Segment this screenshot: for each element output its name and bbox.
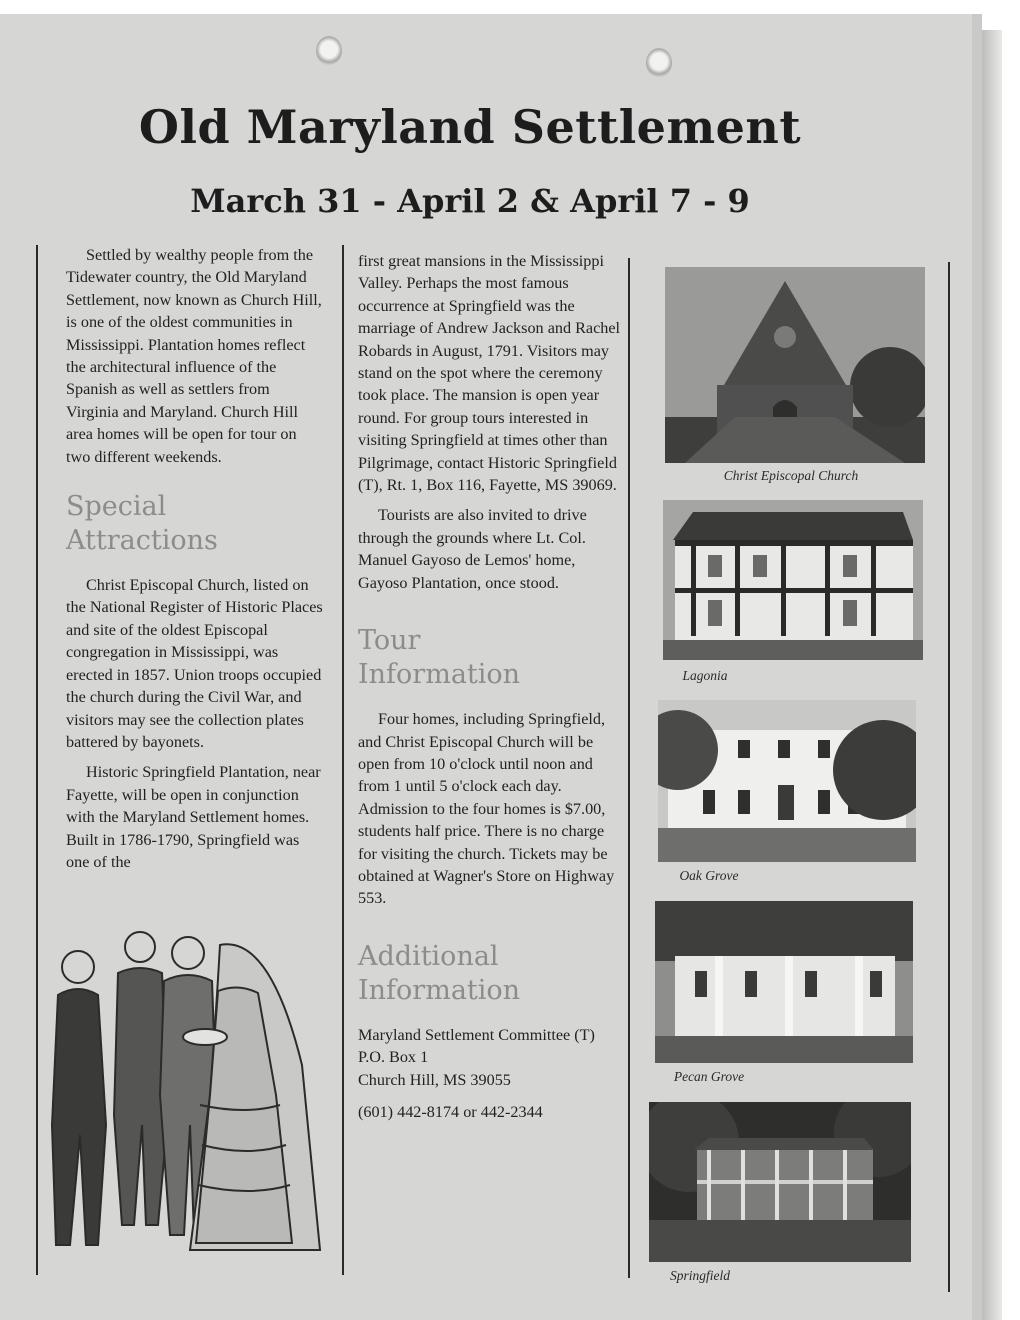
tourists-paragraph: Tourists are also invited to drive through the grounds where Lt. Col. Manuel Gayoso de Lemos' home, Gayoso Plantation, once stood. — [358, 506, 587, 592]
caption-christ-episcopal-church: Christ Episcopal Church — [723, 468, 859, 483]
photo-oak-grove — [658, 700, 916, 862]
caption-lagonia: Lagonia — [682, 668, 728, 683]
caption-springfield: Springfield — [670, 1268, 730, 1283]
tour-heading-line1: Tour — [358, 625, 421, 657]
springfield-paragraph: Historic Springfield Plantation, near Fayette, will be open in conjunction with the Maryland Settlement homes. Built in 1786-1790, Springfield was one of the — [66, 763, 321, 871]
additional-information-heading — [358, 940, 624, 1008]
address-line-2: P.O. Box 1 — [358, 1048, 429, 1067]
photo-lagonia — [663, 500, 923, 660]
tour-paragraph: Four homes, including Springfield, and Christ Episcopal Church will be open from 10 o'clock until noon and from 1 until 5 o'clock each day. Admission to the four homes is $7.00, students half price. There is no charge for visiting the church. Tickets may be obtained at Wagner's Store on Highway 553. — [358, 710, 615, 908]
caption-pecan-grove: Pecan Grove — [673, 1069, 745, 1084]
phone-numbers: (601) 442-8174 or 442-2344 — [358, 1102, 543, 1121]
wedding-illustration — [40, 925, 330, 1255]
springfield-continued-paragraph: first great mansions in the Mississippi Valley. Perhaps the most famous occurrence at Springfield was the marriage of Andrew Jackson and Rachel Robards in August, 1791. Visitors may stand on the spot where the ceremony took place. The mansion is open year round. For group tours interested in visiting Springfield at times other than Pilgrimage, contact Historic Springfield (T), Rt. 1, Box 116, Fayette, MS 39069. — [358, 252, 621, 495]
additional-heading-line2: Information — [358, 974, 521, 1006]
page-title: Old Maryland Settlement — [138, 100, 802, 154]
intro-paragraph: Settled by wealthy people from the Tidewater country, the Old Maryland Settlement, now known as Church Hill, is one of the oldest communities in Mississippi. Plantation homes reflect the architectural influence of the Spanish as well as settlers from Virginia and Maryland. Church Hill area homes will be open for tour on two different weekends. — [66, 246, 322, 466]
rule-right-a — [628, 258, 630, 1278]
caption-oak-grove: Oak Grove — [679, 868, 739, 883]
rule-right-b — [948, 262, 950, 1292]
punch-hole-left — [316, 36, 342, 66]
additional-heading-line1: Additional — [358, 940, 499, 972]
page-edge — [982, 30, 1002, 1320]
special-heading-line1: Special — [66, 491, 167, 523]
rule-middle — [342, 245, 344, 1275]
photo-springfield — [649, 1102, 911, 1262]
christ-church-paragraph: Christ Episcopal Church, listed on the National Register of Historic Places and site of the oldest Episcopal congregation in Mississippi, was erected in 1857. Union troops occupied the church during the Civil War, and visitors may see the collection plates battered by bayonets. — [66, 576, 323, 751]
photo-pecan-grove — [655, 901, 913, 1063]
tour-heading-line2: Information — [358, 659, 521, 691]
rule-left — [36, 245, 38, 1275]
punch-hole-right — [646, 48, 672, 78]
special-attractions-heading — [66, 490, 324, 558]
address-line-3: Church Hill, MS 39055 — [358, 1070, 511, 1089]
photo-christ-episcopal-church — [665, 267, 925, 463]
column-2 — [358, 250, 624, 1123]
address-line-1: Maryland Settlement Committee (T) — [358, 1025, 595, 1044]
special-heading-line2: Attractions — [66, 525, 218, 557]
page-dates: March 31 - April 2 & April 7 - 9 — [190, 182, 750, 220]
column-1 — [66, 244, 324, 881]
